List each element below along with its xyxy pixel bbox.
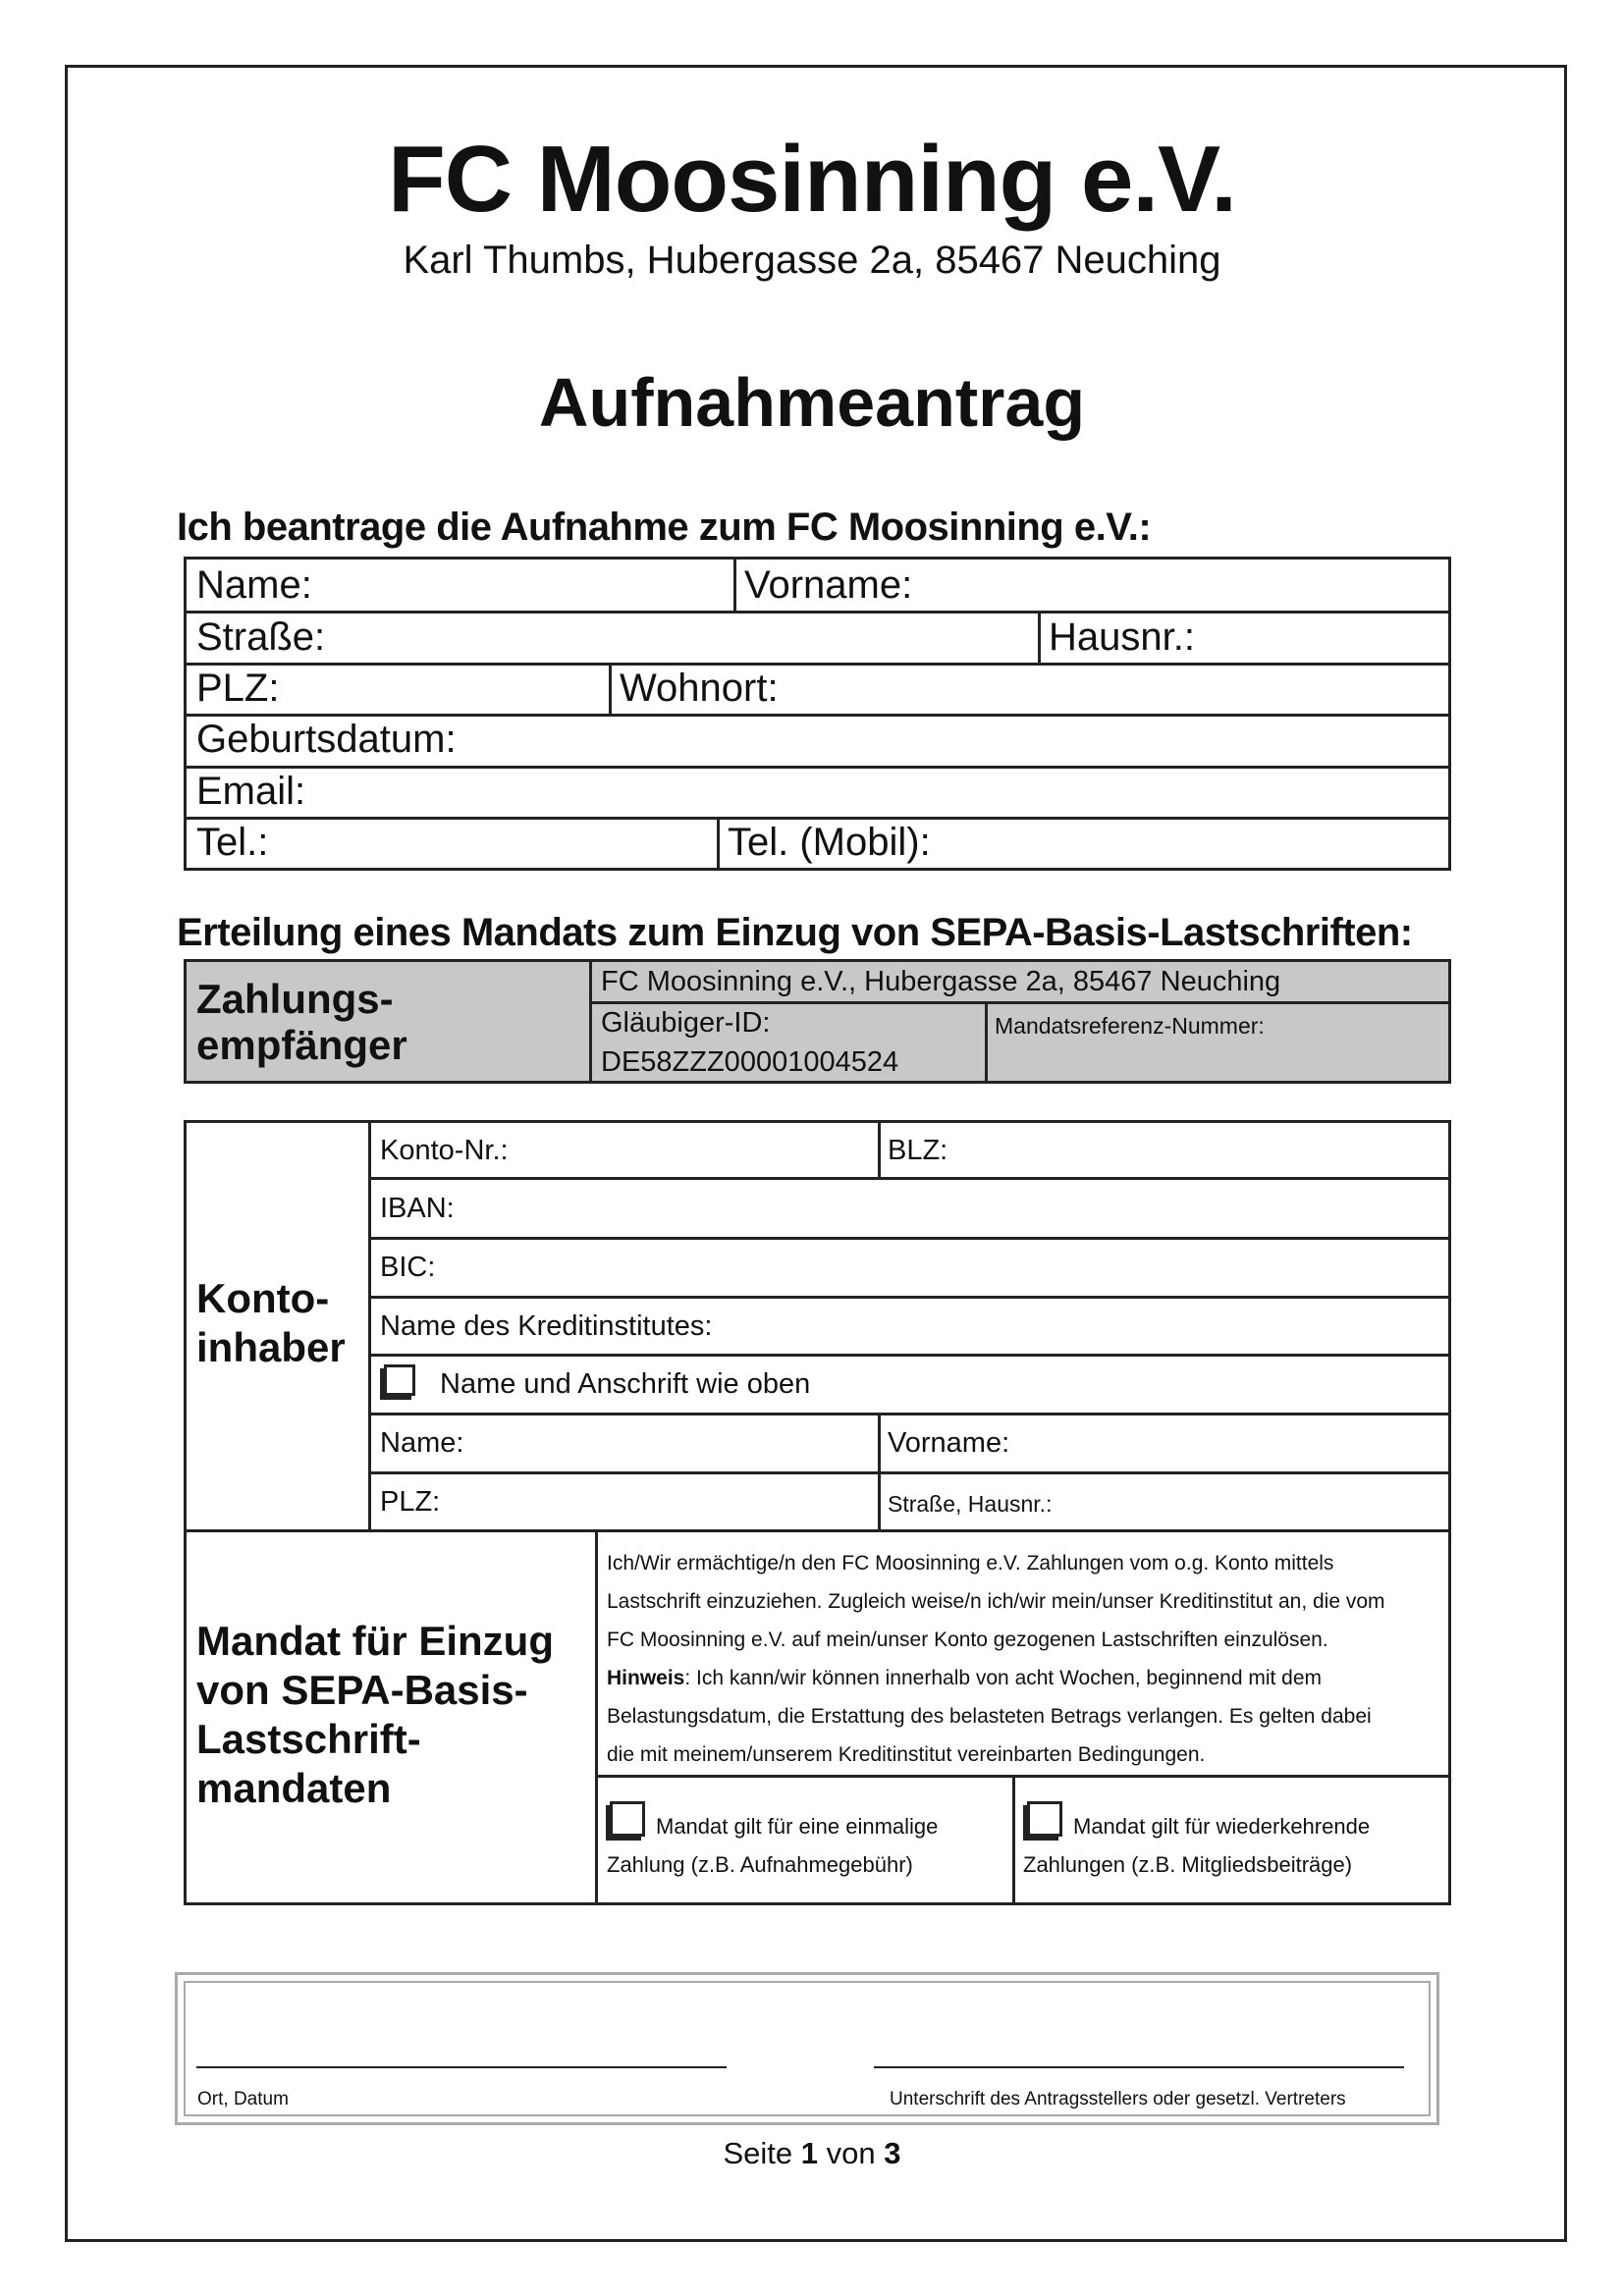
holder-name-field[interactable]: Name: [380,1427,464,1459]
mandate-ref-field[interactable]: Mandatsreferenz-Nummer: [995,1013,1265,1039]
club-name: FC Moosinning e.V. [388,127,1236,232]
recurring-checkbox[interactable] [1027,1801,1062,1837]
membership-heading: Ich beantrage die Aufnahme zum FC Moosinning e.V.: [177,506,1152,549]
mandate-text-line: FC Moosinning e.V. auf mein/unser Konto gezogenen Lastschriften einzulösen. [607,1629,1328,1651]
plz-field[interactable]: PLZ: [196,667,280,710]
bank-name-field[interactable]: Name des Kreditinstitutes: [380,1310,713,1342]
mandate-hint-line [607,1659,1441,1697]
membership-table [184,557,1451,871]
holder-strasse-field[interactable]: Straße, Hausnr.: [888,1491,1053,1517]
blz-field[interactable]: BLZ: [888,1135,948,1166]
hint-label: Hinweis [607,1667,685,1689]
mandate-text-line: Ich/Wir ermächtige/n den FC Moosinning e.V. Zahlungen vom o.g. Konto mittels [607,1552,1334,1575]
account-holder-label-1: Konto- [196,1275,330,1321]
account-mandate-table [184,1120,1451,1905]
payee-name-address: FC Moosinning e.V., Hubergasse 2a, 85467 Neuching [601,966,1281,997]
sepa-heading: Erteilung eines Mandats zum Einzug von SEPA-Basis-Lastschriften: [177,911,1413,954]
bic-field[interactable]: BIC: [380,1252,436,1283]
payee-table [184,959,1451,1084]
creditor-id: DE58ZZZ00001004524 [601,1046,899,1078]
strasse-field[interactable]: Straße: [196,615,326,659]
page-number [0,2136,1624,2171]
page-middle: von [818,2136,885,2170]
wohnort-field[interactable]: Wohnort: [620,667,779,710]
account-holder-label-2: inhaber [196,1324,346,1370]
mandate-text [607,1544,1441,1774]
place-date-label: Ort, Datum [197,2089,289,2109]
holder-vorname-field[interactable]: Vorname: [888,1427,1010,1459]
same-as-above-label: Name und Anschrift wie oben [440,1368,811,1400]
vorname-field[interactable]: Vorname: [744,563,913,607]
hint-text: : Ich kann/wir können innerhalb von acht Wochen, beginnend mit dem [684,1667,1323,1689]
payee-label-2: empfänger [196,1022,407,1068]
place-date-line[interactable] [196,2066,727,2068]
mandate-label-1: Mandat für Einzug [196,1618,554,1664]
signature-line[interactable] [874,2066,1404,2068]
holder-plz-field[interactable]: PLZ: [380,1486,441,1518]
signature-box [175,1972,1439,2125]
geburtsdatum-field[interactable]: Geburtsdatum: [196,718,457,761]
name-field[interactable]: Name: [196,563,312,607]
one-time-checkbox[interactable] [610,1801,645,1837]
mandate-text-line: die mit meinem/unserem Kreditinstitut vereinbarten Bedingungen. [607,1743,1206,1766]
one-time-label-2: Zahlung (z.B. Aufnahmegebühr) [607,1852,913,1877]
mandate-text-line: Lastschrift einzuziehen. Zugleich weise/n ich/wir mein/unser Kreditinstitut an, die vom [607,1590,1385,1613]
mandate-label-4: mandaten [196,1765,392,1811]
creditor-id-label: Gläubiger-ID: [601,1007,771,1039]
same-as-above-checkbox[interactable] [384,1364,415,1396]
email-field[interactable]: Email: [196,770,306,813]
recurring-label-2: Zahlungen (z.B. Mitgliedsbeiträge) [1023,1852,1353,1877]
recurring-label-1: Mandat gilt für wiederkehrende [1073,1814,1371,1839]
club-address: Karl Thumbs, Hubergasse 2a, 85467 Neuching [403,239,1221,282]
mandate-label-2: von SEPA-Basis- [196,1667,528,1713]
iban-field[interactable]: IBAN: [380,1193,455,1224]
form-title: Aufnahmeantrag [538,364,1086,441]
page-total: 3 [884,2136,901,2170]
tel-mobil-field[interactable]: Tel. (Mobil): [728,821,931,864]
page-current: 1 [800,2136,819,2170]
payee-label-1: Zahlungs- [196,976,394,1022]
mandate-label-3: Lastschrift- [196,1716,421,1762]
konto-nr-field[interactable]: Konto-Nr.: [380,1135,509,1166]
signature-label: Unterschrift des Antragsstellers oder gesetzl. Vertreters [890,2089,1346,2109]
one-time-label-1: Mandat gilt für eine einmalige [656,1814,939,1839]
tel-field[interactable]: Tel.: [196,821,269,864]
mandate-text-line: Belastungsdatum, die Erstattung des belasteten Betrags verlangen. Es gelten dabei [607,1705,1372,1728]
page-prefix: Seite [723,2136,801,2170]
hausnr-field[interactable]: Hausnr.: [1049,615,1195,659]
